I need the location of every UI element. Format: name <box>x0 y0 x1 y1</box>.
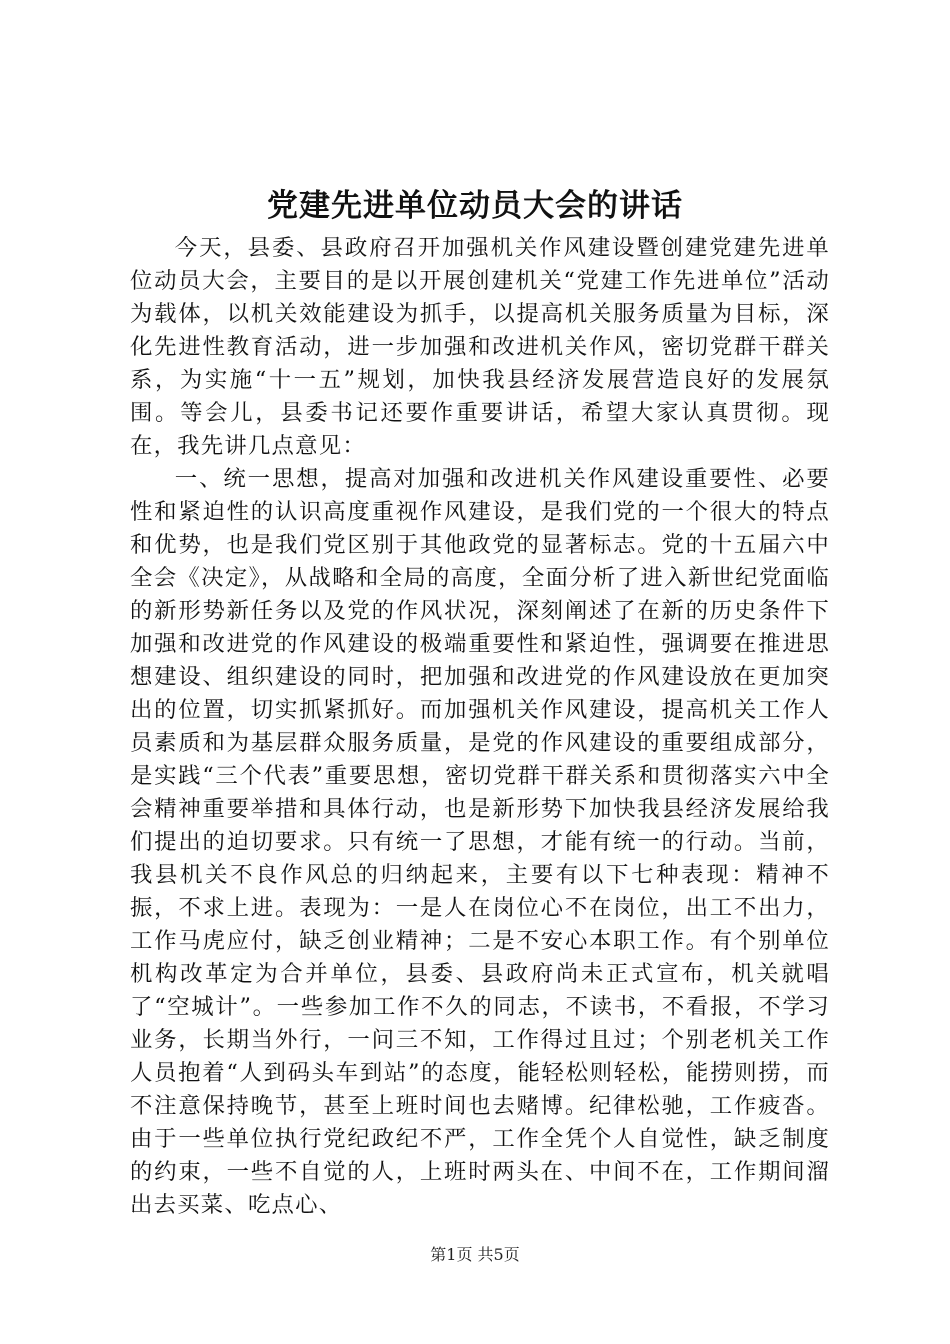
document-title: 党建先进单位动员大会的讲话 <box>267 188 683 224</box>
document-body <box>130 232 830 1222</box>
paragraph-section-one: 一、统一思想，提高对加强和改进机关作风建设重要性、必要性和紧迫性的认识高度重视作风建设，是我们党的一个很大的特点和优势，也是我们党区别于其他政党的显著标志。党的十五届六中全会《决定》，从战略和全局的高度，全面分析了进入新世纪党面临的新形势新任务以及党的作风状况，深刻阐述了在新的历史条件下加强和改进党的作风建设的极端重要性和紧迫性，强调要在推进思想建设、组织建设的同时，把加强和改进党的作风建设放在更加突出的位置，切实抓紧抓好。而加强机关作风建设，提高机关工作人员素质和为基层群众服务质量，是党的作风建设的重要组成部分，是实践“三个代表”重要思想，密切党群干群关系和贯彻落实六中全会精神重要举措和具体行动，也是新形势下加快我县经济发展给我们提出的迫切要求。只有统一了思想，才能有统一的行动。当前，我县机关不良作风总的归纳起来，主要有以下七种表现：精神不振，不求上进。表现为：一是人在岗位心不在岗位，出工不出力，工作马虎应付，缺乏创业精神；二是不安心本职工作。有个别单位机构改革定为合并单位，县委、县政府尚未正式宣布，机关就唱了“空城计”。一些参加工作不久的同志，不读书，不看报，不学习业务，长期当外行，一问三不知，工作得过且过；个别老机关工作人员抱着“人到码头车到站”的态度，能轻松则轻松，能捞则捞，而不注意保持晚节，甚至上班时间也去赌博。纪律松驰，工作疲沓。由于一些单位执行党纪政纪不严，工作全凭个人自觉性，缺乏制度的约束，一些不自觉的人，上班时两头在、中间不在，工作期间溜出去买菜、吃点心、 <box>130 466 830 1218</box>
paragraph-intro: 今天，县委、县政府召开加强机关作风建设暨创建党建先进单位动员大会，主要目的是以开展创建机关“党建工作先进单位”活动为载体，以机关效能建设为抓手，以提高机关服务质量为目标，深化先进性教育活动，进一步加强和改进机关作风，密切党群干群关系，为实施“十一五”规划，加快我县经济发展营造良好的发展氛围。等会儿，县委书记还要作重要讲话，希望大家认真贯彻。现在，我先讲几点意见： <box>130 235 830 459</box>
page-footer: 第1页 共5页 <box>430 1245 520 1264</box>
